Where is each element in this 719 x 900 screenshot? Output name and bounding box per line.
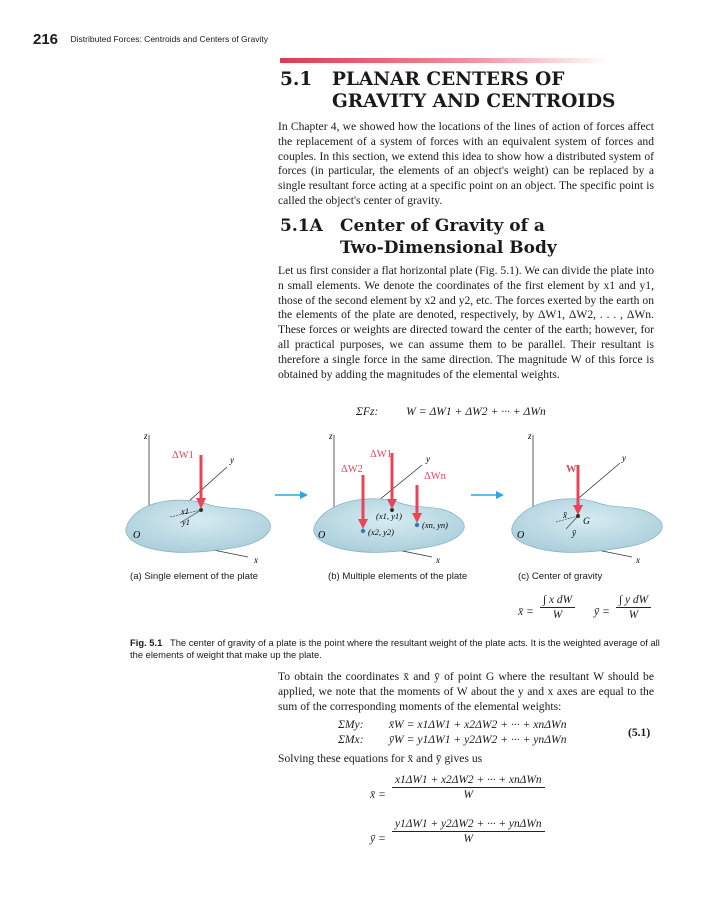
section-title-line1: PLANAR CENTERS OF: [332, 69, 565, 90]
moment-equation-1: [338, 718, 567, 731]
panel-c-label-W: W: [566, 464, 577, 475]
panel-a-label-O: O: [133, 530, 141, 541]
cg-ybar-fraction: [616, 594, 651, 621]
cg-xbar-lhs: x̄ =: [518, 605, 534, 618]
section-accent-rule: [280, 58, 610, 63]
cg-ybar-lhs: ȳ =: [594, 605, 610, 618]
figure-caption-text: The center of gravity of a plate is the point where the resultant weight of the plate acts. It is the weighted average of all the elements of weight that make up the plate.: [130, 637, 660, 660]
panel-c-label-z: z: [528, 431, 532, 441]
panel-c-label-ybar: ȳ: [572, 528, 576, 538]
panel-b-point-2: [361, 529, 365, 533]
panel-a-label-y: y: [230, 455, 234, 465]
solving-text: Solving these equations for x̄ and ȳ gives us: [278, 752, 483, 765]
moment-eq1-label: ΣMy:: [338, 718, 364, 731]
panel-a-plate: [126, 500, 271, 552]
panel-b-label-p1: (x1, y1): [376, 511, 402, 521]
section-heading: [280, 69, 615, 113]
solution-xbar-numerator: x1ΔW1 + x2ΔW2 + ··· + xnΔWn: [392, 774, 545, 788]
section-title-line2: GRAVITY AND CENTROIDS: [332, 91, 616, 112]
moments-paragraph: To obtain the coordinates x̄ and ȳ of point G where the resultant W should be applied, we note that the moments of W about the y and x axes are equal to the sum of the corresponding moments of the elemental weights:: [278, 670, 654, 713]
panel-b-point-n: [415, 523, 419, 527]
cg-xbar-fraction: [540, 594, 575, 621]
solution-xbar-fraction: [392, 774, 545, 801]
flow-arrow-2: [471, 491, 504, 499]
panel-a-label-x1: x1: [181, 506, 190, 516]
sum-equation-rhs: W = ΔW1 + ΔW2 + ··· + ΔWn: [406, 405, 546, 418]
panel-b-label-dWn: ΔWn: [424, 471, 446, 482]
panel-a-label-z: z: [144, 431, 148, 441]
panel-b-caption: (b) Multiple elements of the plate: [328, 571, 468, 582]
page-number: 216: [33, 31, 59, 48]
panel-b-label-dW1: ΔW1: [370, 449, 392, 460]
solution-ybar-numerator: y1ΔW1 + y2ΔW2 + ··· + ynΔWn: [392, 818, 545, 832]
running-header: [33, 31, 268, 49]
section-number: 5.1: [280, 69, 313, 90]
subsection-heading: [280, 215, 557, 259]
panel-a: [126, 431, 271, 565]
flow-arrow-2-head: [496, 491, 504, 499]
moment-eq2: ȳW = y1ΔW1 + y2ΔW2 + ··· + ynΔWn: [388, 733, 567, 746]
panel-b-label-dW2: ΔW2: [341, 464, 363, 475]
moment-eq2-label: ΣMx:: [338, 733, 364, 746]
panel-c-label-x: x: [636, 555, 640, 565]
cg-xbar-numerator: ∫ x dW: [540, 594, 575, 608]
panel-b-label-p2: (x2, y2): [368, 527, 394, 537]
figure-5-1: [0, 425, 719, 585]
panel-a-label-y1: y1: [182, 517, 191, 527]
panel-b-label-O: O: [318, 530, 326, 541]
panel-b-label-z: z: [329, 431, 333, 441]
solution-xbar-lhs: x̄ =: [370, 788, 386, 801]
panel-c-label-y: y: [622, 453, 626, 463]
flow-arrow-1: [275, 491, 308, 499]
solution-ybar-fraction: [392, 818, 545, 845]
subsection-title-line1: Center of Gravity of a: [340, 216, 545, 236]
panel-b-label-pn: (xn, yn): [422, 520, 448, 530]
panel-b: [314, 431, 465, 565]
figure-caption: [130, 637, 670, 661]
panel-a-caption: (a) Single element of the plate: [130, 571, 258, 582]
panel-c: [512, 431, 663, 565]
subsection-paragraph: Let us first consider a flat horizontal plate (Fig. 5.1). We can divide the plate into n small elements. We denote the coordinates of the first element by x1 and y1, those of the second element by x2 and y2, etc. The forces exerted by the earth on the elements of the plate are denoted, respectively, by ΔW1, ΔW2, . . . , ΔWn. These forces or weights are directed toward the center of the earth; however, for all practical purposes, we can assume them to be parallel. Their resultant is therefore a single force in the same direction. The magnitude W of this force is obtained by adding the magnitudes of the elemental weights.: [278, 264, 654, 381]
sum-equation: [356, 405, 546, 418]
cg-ybar-denominator: W: [628, 609, 639, 621]
panel-c-label-xbar: x̄: [563, 510, 567, 520]
panel-c-label-G: G: [583, 517, 590, 527]
solution-ybar-denominator: W: [463, 833, 474, 845]
cg-xbar-denominator: W: [552, 609, 563, 621]
panel-b-label-y: y: [426, 454, 430, 464]
panel-a-label-x: x: [254, 555, 258, 565]
subsection-title-line2: Two-Dimensional Body: [340, 238, 557, 258]
intro-paragraph: In Chapter 4, we showed how the locations of the lines of action of forces affect the replacement of a system of forces with an equivalent system of forces and couples. In this section, we extend this idea to show how a distributed system of forces (in particular, the elements of an object's weight) can be replaced by a single resultant force acting at a specific point on an object. The specific point is called the object's center of gravity.: [278, 120, 654, 207]
flow-arrow-1-head: [300, 491, 308, 499]
sum-equation-label: ΣFz:: [356, 405, 379, 418]
running-title: Distributed Forces: Centroids and Centers of Gravity: [70, 34, 268, 44]
moment-equation-2: [338, 733, 567, 746]
subsection-number: 5.1A: [280, 216, 323, 236]
panel-c-caption: (c) Center of gravity: [518, 571, 603, 582]
equation-number: (5.1): [628, 726, 651, 739]
figure-caption-label: Fig. 5.1: [130, 637, 163, 648]
panel-c-label-O: O: [517, 530, 525, 541]
solution-ybar-lhs: ȳ =: [370, 832, 386, 845]
panel-a-label-dW1: ΔW1: [172, 450, 194, 461]
solution-xbar-denominator: W: [463, 789, 474, 801]
cg-ybar-numerator: ∫ y dW: [616, 594, 651, 608]
moment-eq1: x̄W = x1ΔW1 + x2ΔW2 + ··· + xnΔWn: [388, 718, 567, 731]
panel-b-label-x: x: [436, 555, 440, 565]
